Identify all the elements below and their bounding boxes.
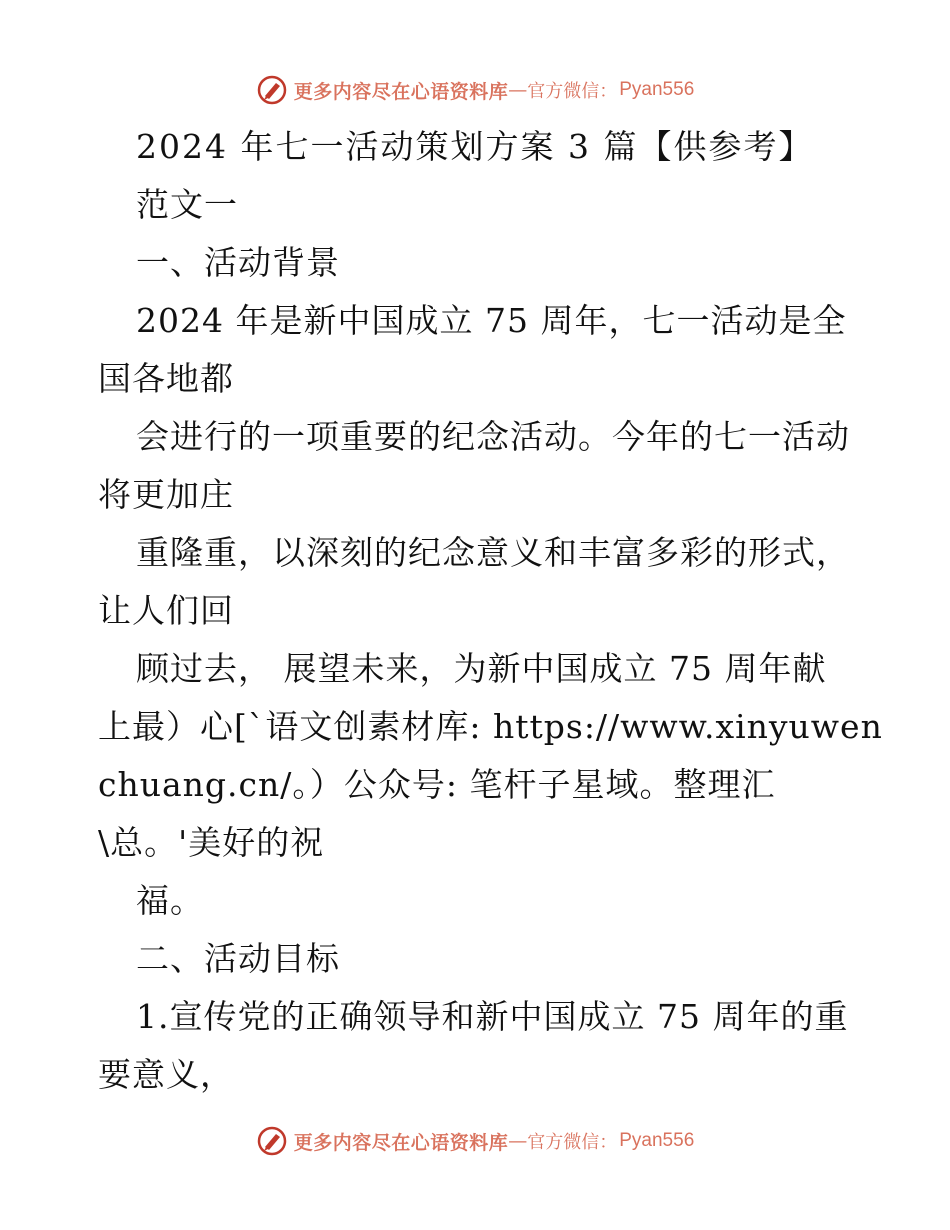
paragraph-line: chuang.cn/。）公众号: 笔杆子星域。整理汇: [98, 765, 776, 804]
section-label: 范文一: [136, 185, 238, 224]
paragraph-line: \总。'美好的祝: [98, 823, 325, 862]
section-heading: 二、活动目标: [136, 939, 340, 978]
document-title: 2024 年七一活动策划方案 3 篇【供参考】: [136, 127, 814, 166]
banner-separator: —: [508, 1130, 528, 1152]
brand-logo-icon: [256, 74, 288, 106]
paragraph-line: 福。: [136, 881, 204, 920]
section-heading: 一、活动背景: [136, 243, 340, 282]
banner-wechat-label: 官方微信：: [527, 81, 618, 102]
footer-banner: [0, 1121, 950, 1161]
document-body: [98, 118, 883, 1104]
paragraph-line: 顾过去， 展望未来，为新中国成立 75 周年献: [136, 649, 827, 688]
paragraph-line: 要意义，: [98, 1055, 234, 1094]
paragraph-line: 将更加庄: [98, 475, 234, 514]
paragraph-line: 会进行的一项重要的纪念活动。今年的七一活动: [136, 417, 850, 456]
brand-logo-icon: [256, 1125, 288, 1157]
banner-text: 更多内容尽在心语资料库: [293, 80, 509, 103]
banner-wechat-label: 官方微信：: [527, 1132, 618, 1153]
paragraph-line: 国各地都: [98, 359, 234, 398]
paragraph-line: 上最）心[`语文创素材库: https://www.xinyuwen: [98, 707, 883, 746]
banner-wechat-id: Pyan556: [619, 79, 695, 100]
banner-wechat-id: Pyan556: [619, 1130, 695, 1151]
paragraph-line: 2024 年是新中国成立 75 周年，七一活动是全: [136, 301, 847, 340]
banner-separator: —: [508, 79, 528, 101]
list-item: 1.宣传党的正确领导和新中国成立 75 周年的重: [136, 997, 849, 1036]
header-banner: [0, 70, 950, 110]
banner-text: 更多内容尽在心语资料库: [293, 1131, 509, 1154]
paragraph-line: 重隆重，以深刻的纪念意义和丰富多彩的形式，: [136, 533, 850, 572]
paragraph-line: 让人们回: [98, 591, 234, 630]
